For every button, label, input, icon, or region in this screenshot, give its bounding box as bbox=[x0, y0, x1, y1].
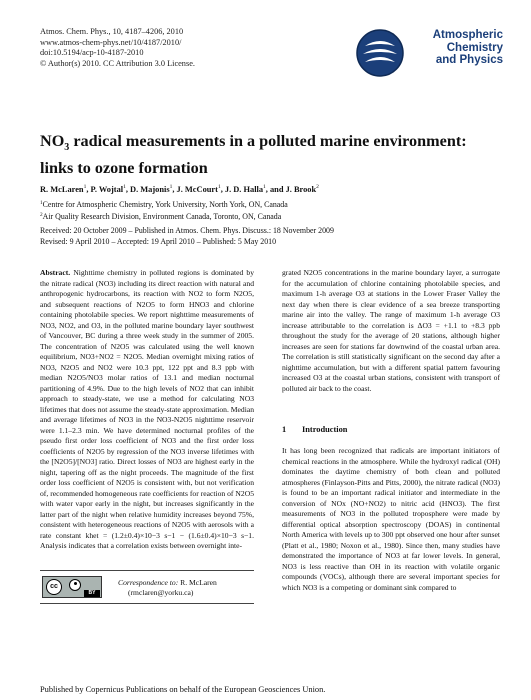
affiliation-row: $^2$Air Quality Research Division, Environment Canada, Toronto, ON, Canada bbox=[40, 212, 282, 222]
section-number: 1 bbox=[282, 425, 287, 434]
author-name: J. McCourt bbox=[176, 185, 218, 194]
received-line: Received: 20 October 2009 – Published in Atmos. Chem. Phys. Discuss.: 18 November 2009 bbox=[40, 226, 334, 235]
abstract-column-right bbox=[282, 268, 500, 394]
author-name: P. Wojtal bbox=[90, 185, 124, 194]
paper-title: $NO_3$ radical measurements in a polluted marine environment: links to ozone formation bbox=[40, 132, 467, 178]
author-name: J. D. Halla bbox=[224, 185, 264, 194]
affiliations bbox=[40, 198, 288, 223]
article-doi[interactable]: doi:10.5194/acp-10-4187-2010 bbox=[40, 48, 144, 58]
correspondence-box bbox=[40, 570, 254, 604]
egu-logo-icon bbox=[355, 28, 405, 78]
license-line: © Author(s) 2010. CC Attribution 3.0 License. bbox=[40, 58, 195, 68]
introduction-text: It has long been recognized that radicals are important initiators of chemical reactions in the atmosphere. While the hydroxyl radical (OH) dominates the daytime chemistry of both clean and polluted atmospheres (Finlayson-Pitts and Pitts, 2000), the nitrate radical (NO3) is found to be an important radical initiator and intermediate in the conversion of NOx (NO+NO2) to nitric acid (HNO3). The first measurements of NO3 in the polluted troposphere were made by differential optical absorption spectroscopy (DOAS) in continental North America with levels up to 300 ppt observed one hour after sunset (Platt et al., 1980; Noxon et al., 1980). Since then, many studies have demonstrated the importance of NO3 at far lower levels. In general, NO3 is less reactive than OH in its reaction with volatile organic compounds (VOCs), although there are several important species for which NO3 is a competing or dominant sink compared to bbox=[282, 446, 500, 592]
author-name: D. Majonis bbox=[130, 185, 170, 194]
journal-name: Atmospheric Chemistry and Physics bbox=[432, 29, 503, 67]
author-affiliation-mark: 1 bbox=[169, 184, 173, 190]
author-affiliation-mark: 1 bbox=[217, 184, 221, 190]
author-affiliation-mark: 1 bbox=[263, 184, 266, 190]
cc-icon: cc bbox=[46, 579, 62, 595]
author-affiliation-mark: 1 bbox=[83, 184, 87, 190]
section-heading-introduction bbox=[282, 425, 347, 434]
journal-logo bbox=[355, 28, 505, 80]
by-label: BY bbox=[84, 590, 100, 597]
correspondence-label: Correspondence to: bbox=[118, 578, 179, 587]
author-list: R. McLaren$^1$, P. Wojtal$^1$, D. Majonis$^1$, J. McCourt$^1$, J. D. Halla$^1$, and J. Brook$^2$ bbox=[40, 184, 319, 194]
author-affiliation-mark: 1 bbox=[123, 184, 126, 190]
attribution-person-icon bbox=[69, 579, 81, 591]
correspondence-text bbox=[118, 578, 217, 598]
section-title: Introduction bbox=[302, 425, 348, 434]
author-name: R. McLaren bbox=[40, 185, 84, 194]
affiliation-row: $^1$Centre for Atmospheric Chemistry, York University, North York, ON, Canada bbox=[40, 200, 288, 209]
article-url[interactable]: www.atmos-chem-phys.net/10/4187/2010/ bbox=[40, 37, 182, 47]
revised-line: Revised: 9 April 2010 – Accepted: 19 April 2010 – Published: 5 May 2010 bbox=[40, 236, 277, 246]
abstract-text: Nighttime chemistry in polluted regions is dominated by the nitrate radical (NO3) including its direct reaction with natural and anthropogenic hydrocarbons, its reaction with NO2 to form N2O5, and subsequent reactions of N2O5 to form HNO3 and chlorine containing photolabile species. We report nighttime measurements of NO3, NO2, and O3, in the polluted marine boundary layer southwest of Vancouver, BC during a three week study in the summer of 2005. The concentration of N2O5 was calculated using the well known equilibrium, NO3+NO2 = N2O5. Median overnight mixing ratios of NO3, N2O5 and NO2 were 10.3 ppt, 122 ppt and 8.3 ppb with median N2O5/NO3 molar ratios of 13.1 and median nocturnal partitioning of 4.9%. Due to the high levels of NO2 that can inhibit approach to steady-state, we use a method for calculating NO3 lifetimes that does not assume the steady-state approximation. Median and average lifetimes of NO3 in the NO3-N2O5 nighttime reservoir were 1.1–2.3 min. We have determined nocturnal profiles of the pseudo first order loss coefficient of NO3 and the first order loss coefficients of N2O5 by regression of the NO3 inverse lifetimes with the [N2O5]/[NO3] ratio. Direct losses of NO3 are highest early in the night, tapering off as the night proceeds. The magnitude of the first order loss coefficient of N2O5 is consistent with, but not verification of, recommended homogeneous rate coefficients for reaction of N2O5 with water vapor early in the night, but increases significantly in the latter part of the night when relative humidity increases beyond 75%, consistent with heterogeneous reactions of N2O5 with aerosols with a rate constant khet = (1.2±0.4)×10−3 s−1 − (1.6±0.4)×10−3 s−1. Analysis indicates that a correlation exists between overnight inte- bbox=[40, 268, 254, 550]
abstract-continued-text: grated N2O5 concentrations in the marine boundary layer, a surrogate for the accumulation of chlorine containing photolabile species, and maximum 1-h average O3 at stations in the Lower Fraser Valley the next day when there is clear evidence of a sea breeze transporting marine air into the valley. The range of maximum 1-h average O3 increase attributable to the correlation is ΔO3 = +1.1 to +8.3 ppb throughout the study for the average of 20 stations, although higher increases are seen for stations far downwind of the coastal urban area. The correlation is still statistically significant on the second day after a nighttime accumulation, but with a different spatial pattern favouring increased O3 at the coastal urban stations, consistent with transport of polluted air back to the coast. bbox=[282, 268, 500, 393]
abstract-column-left bbox=[40, 268, 254, 560]
author-affiliation-mark: 2 bbox=[316, 184, 319, 190]
cc-by-license-icon[interactable] bbox=[42, 576, 102, 598]
author-name: J. Brook bbox=[285, 185, 317, 194]
abstract-label: Abstract. bbox=[40, 268, 71, 277]
publication-dates bbox=[40, 226, 334, 247]
journal-header bbox=[40, 27, 195, 69]
journal-citation: Atmos. Chem. Phys., 10, 4187–4206, 2010 bbox=[40, 27, 184, 36]
publisher-footer: Published by Copernicus Publications on behalf of the European Geosciences Union. bbox=[40, 685, 326, 694]
correspondence-name: R. McLaren bbox=[180, 578, 217, 587]
correspondence-email[interactable]: (rmclaren@yorku.ca) bbox=[128, 588, 194, 597]
